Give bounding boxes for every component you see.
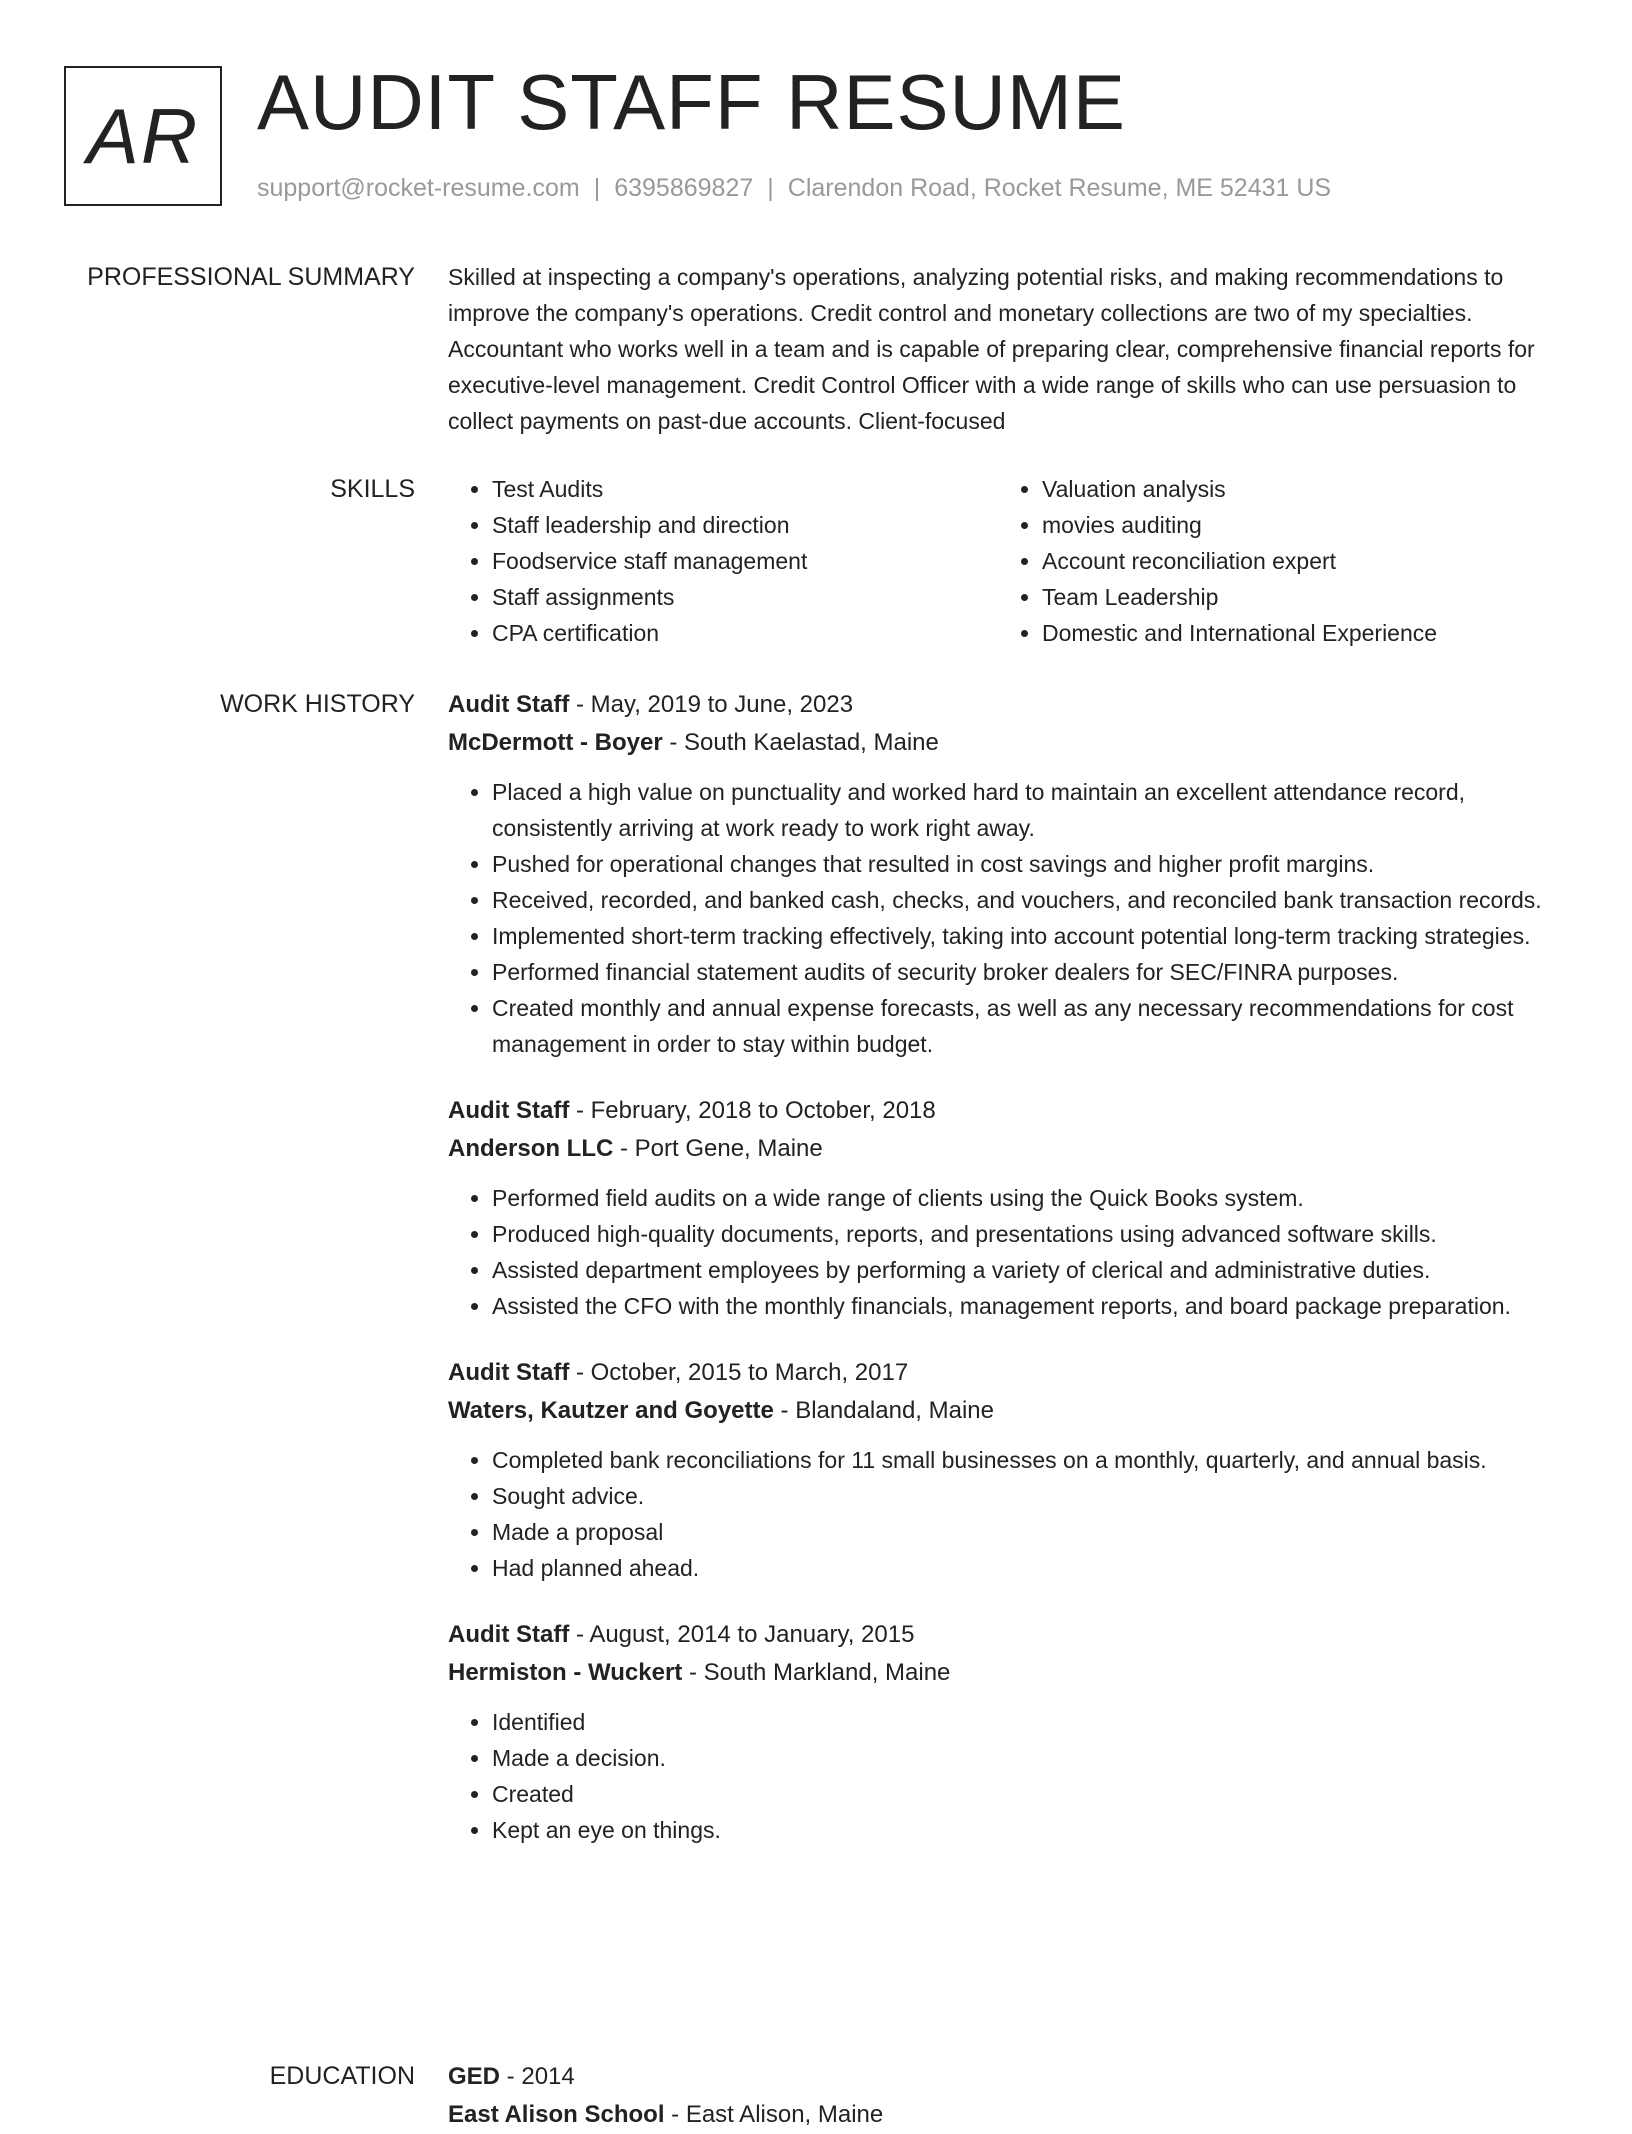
job-dates: - October, 2015 to March, 2017 [569,1359,909,1386]
job-bullets [448,1180,1568,1324]
job-bullet: • Kept an eye on things. [492,1812,1568,1848]
skill-item: • CPA certification [492,615,998,651]
skill-item: • Account reconciliation expert [1042,543,1548,579]
job-bullet: • Assisted department employees by performing a variety of clerical and administrative duties. [492,1252,1568,1288]
contact-email: support@rocket-resume.com [257,174,580,202]
education-location: - East Alison, Maine [664,2101,884,2128]
job-bullet: • Created monthly and annual expense forecasts, as well as any necessary recommendations for cost management in order to stay within budget. [492,990,1568,1062]
job-dates: - February, 2018 to October, 2018 [569,1097,936,1124]
job-role: Audit Staff [448,1621,570,1648]
contact-address: Clarendon Road, Rocket Resume, ME 52431 US [787,174,1332,202]
job-bullet: • Placed a high value on punctuality and worked hard to maintain an excellent attendance record, consistently arriving at work ready to work right away. [492,774,1568,846]
education-school-line [448,2096,1568,2134]
job-bullet: • Had planned ahead. [492,1550,1568,1586]
contact-separator: | [767,174,774,202]
summary-text: Skilled at inspecting a company's operations, analyzing potential risks, and making recommendations to improve the company's operations. Credit control and monetary collections are two of my specialties. Accountant who works well in a team and is capable of preparing clear, comprehensive financial reports for executive-level management. Credit Control Officer with a wide range of skills who can use persuasion to collect payments on past-due accounts. Client-focused [448,264,1535,434]
job-bullet: • Made a proposal [492,1514,1568,1550]
skill-item: • Staff assignments [492,579,998,615]
job-role: Audit Staff [448,1359,570,1386]
job-role: Audit Staff [448,691,570,718]
job-entry [448,686,1568,1062]
job-company-line [448,724,1568,762]
job-role: Audit Staff [448,1097,570,1124]
job-company: Waters, Kautzer and Goyette [448,1397,774,1424]
work-history-heading: WORK HISTORY [220,690,415,718]
job-location: - Port Gene, Maine [613,1135,823,1162]
initials-monogram: AR [64,66,222,206]
job-bullets [448,1704,1568,1848]
skills-heading: SKILLS [330,475,415,503]
job-bullet: • Made a decision. [492,1740,1568,1776]
job-entry [448,1092,1568,1324]
job-role-line [448,1092,1568,1130]
job-entry [448,1354,1568,1586]
skill-item: • Foodservice staff management [492,543,998,579]
job-dates: - May, 2019 to June, 2023 [569,691,854,718]
job-bullet: • Received, recorded, and banked cash, checks, and vouchers, and reconciled bank transaction records. [492,882,1568,918]
skill-item: • Domestic and International Experience [1042,615,1548,651]
skill-item: • movies auditing [1042,507,1548,543]
job-bullet: • Assisted the CFO with the monthly financials, management reports, and board package preparation. [492,1288,1568,1324]
job-company: Hermiston - Wuckert [448,1659,683,1686]
job-bullets [448,1442,1568,1586]
job-company: McDermott - Boyer [448,729,663,756]
job-company-line [448,1130,1568,1168]
education-degree: GED [448,2063,501,2090]
job-bullet: • Sought advice. [492,1478,1568,1514]
skills-list-left [448,471,998,651]
education-year: - 2014 [500,2063,575,2090]
job-dates: - August, 2014 to January, 2015 [569,1621,915,1648]
summary-heading: PROFESSIONAL SUMMARY [87,263,415,291]
skill-item: • Valuation analysis [1042,471,1548,507]
skills-list-right [998,471,1548,651]
job-location: - South Markland, Maine [682,1659,951,1686]
job-role-line [448,1354,1568,1392]
job-location: - Blandaland, Maine [773,1397,994,1424]
skill-item: • Staff leadership and direction [492,507,998,543]
contact-separator: | [593,174,601,202]
education-heading: EDUCATION [269,2062,415,2090]
education-school: East Alison School [448,2101,665,2128]
skill-item: • Test Audits [492,471,998,507]
job-location: - South Kaelastad, Maine [662,729,939,756]
skill-item: • Team Leadership [1042,579,1548,615]
education-degree-line [448,2058,1568,2096]
job-company: Anderson LLC [448,1135,614,1162]
job-bullets [448,774,1568,1062]
job-role-line [448,686,1568,724]
job-company-line [448,1392,1568,1430]
contact-line [257,174,1331,203]
job-bullet: • Identified [492,1704,1568,1740]
job-bullet: • Performed field audits on a wide range of clients using the Quick Books system. [492,1180,1568,1216]
contact-phone: 6395869827 [614,174,754,202]
job-entry [448,1616,1568,1848]
job-bullet: • Pushed for operational changes that resulted in cost savings and higher profit margins. [492,846,1568,882]
job-bullet: • Completed bank reconciliations for 11 small businesses on a monthly, quarterly, and annual basis. [492,1442,1568,1478]
job-bullet: • Produced high-quality documents, reports, and presentations using advanced software skills. [492,1216,1568,1252]
job-bullet: • Implemented short-term tracking effectively, taking into account potential long-term tracking strategies. [492,918,1568,954]
job-role-line [448,1616,1568,1654]
resume-title: AUDIT STAFF RESUME [257,58,1126,146]
job-bullet: • Performed financial statement audits of security broker dealers for SEC/FINRA purposes. [492,954,1568,990]
job-bullet: • Created [492,1776,1568,1812]
job-company-line [448,1654,1568,1692]
